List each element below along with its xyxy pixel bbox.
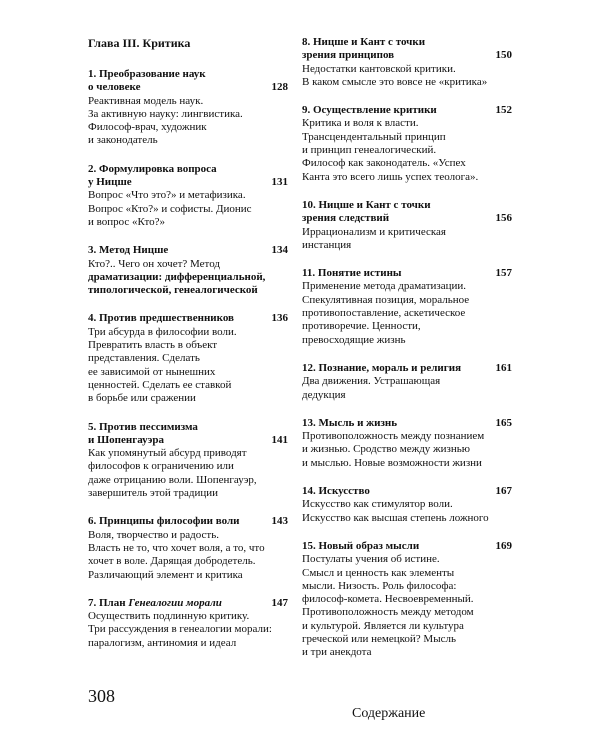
description-line: хочет в воле. Дарящая добродетель. — [88, 555, 256, 568]
description-line: завершитель этой традиции — [88, 487, 219, 500]
heading-text — [88, 68, 272, 95]
heading-text — [302, 540, 496, 553]
heading-line: 3. Метод Ницше — [88, 244, 169, 257]
description-line: Три абсурда в философии воли. — [88, 325, 237, 338]
toc-entry-heading — [88, 163, 288, 190]
toc-list-left — [88, 68, 288, 582]
description-line: Искусство как стимулятор воли. — [302, 498, 453, 511]
toc-entry-7 — [88, 597, 288, 650]
description-line: В каком смысле это вовсе не «критика» — [302, 75, 488, 88]
toc-page-number: 165 — [495, 416, 512, 429]
chapter-title: Глава III. Критика — [88, 36, 191, 50]
heading-text — [88, 163, 272, 190]
toc-entry-description — [88, 529, 288, 582]
description-line: Философ как законодатель. «Успех — [302, 157, 466, 170]
description-line: мысли. Низость. Роль философа: — [302, 579, 457, 592]
toc-entry-heading — [302, 362, 512, 375]
toc-entry — [88, 68, 288, 148]
description-line: Власть не то, что хочет воля, а то, что — [88, 541, 265, 554]
toc-entry-heading — [88, 68, 288, 95]
heading-line: 9. Осуществление критики — [302, 104, 437, 117]
toc-page-number: 131 — [271, 176, 288, 189]
description-line: и мыслью. Новые возможности жизни — [302, 456, 482, 469]
description-line: Постулаты учения об истине. — [302, 553, 440, 566]
description-line: Два движения. Устрашающая — [302, 375, 441, 388]
toc-entry — [88, 244, 288, 297]
right-column — [302, 36, 512, 675]
heading-line: 13. Мысль и жизнь — [302, 416, 398, 429]
toc-entry — [88, 163, 288, 229]
toc-entry-description — [302, 553, 512, 659]
description-line: Противоположность между познанием — [302, 430, 485, 443]
toc-entry-heading — [88, 421, 288, 448]
description-line: Различающий элемент и критика — [88, 568, 243, 581]
description-line: греческой или немецкой? Мысль — [302, 632, 456, 645]
toc-page-number: 152 — [495, 104, 512, 117]
toc-page-number: 143 — [271, 515, 288, 528]
description-line: За активную науку: лингвистика. — [88, 107, 243, 120]
heading-text — [88, 515, 272, 528]
description-line: представления. Сделать — [88, 352, 200, 365]
toc-page-number: 147 — [271, 596, 288, 609]
toc-entry-heading — [302, 485, 512, 498]
description-line: Осуществить подлинную критику. — [88, 610, 250, 623]
heading-line: зрения следствий — [302, 212, 390, 225]
toc-entry — [302, 104, 512, 184]
toc-entry — [88, 421, 288, 501]
description-line: Реактивная модель наук. — [88, 94, 204, 107]
book-title: Генеалогии морали — [128, 596, 222, 609]
heading-line: зрения принципов — [302, 49, 395, 62]
toc-entry-heading: 7. План Генеалогии морали 147 — [88, 596, 288, 609]
toc-page-number: 161 — [495, 361, 512, 374]
running-head: Содержание — [352, 706, 426, 721]
description-line: паралогизм, антиномия и идеал — [88, 636, 237, 649]
toc-entry — [302, 362, 512, 402]
toc-entry-heading — [302, 36, 512, 63]
description-line: Противоположность между методом — [302, 606, 474, 619]
toc-entry-heading — [88, 312, 288, 325]
description-line: и законодатель — [88, 134, 158, 147]
toc-page-number: 156 — [495, 212, 512, 225]
toc-entry — [302, 417, 512, 470]
heading-line: о человеке — [88, 81, 141, 94]
description-line: Применение метода драматизации. — [302, 280, 467, 293]
toc-entry-heading — [302, 417, 512, 430]
toc-entry-heading — [302, 540, 512, 553]
description-line: противопоставление, аскетическое — [302, 307, 466, 320]
description-line: Кто?.. Чего он хочет? Метод — [88, 257, 220, 270]
heading-text — [88, 244, 272, 257]
description-line: философов к ограничению или — [88, 460, 234, 473]
toc-entry — [302, 36, 512, 89]
description-line: философ-комета. Несвоевременный. — [302, 593, 474, 606]
description-line: Философ-врач, художник — [88, 121, 207, 134]
description-line: Критика и воля к власти. — [302, 117, 419, 130]
description-line: Иррационализм и критическая — [302, 225, 446, 238]
toc-entry-description — [302, 375, 512, 402]
description-line: и жизнью. Сродство между жизнью — [302, 443, 471, 456]
description-line: Вопрос «Что это?» и метафизика. — [88, 189, 246, 202]
toc-page-number: 134 — [271, 244, 288, 257]
heading-line: 12. Познание, мораль и религия — [302, 361, 462, 374]
toc-entry-description — [302, 63, 512, 90]
toc-entry — [302, 485, 512, 525]
toc-page-number: 141 — [271, 433, 288, 446]
toc-entry — [302, 540, 512, 660]
description-line: Три рассуждения в генеалогии морали: — [88, 623, 272, 636]
toc-entry-heading — [88, 515, 288, 528]
heading-text — [302, 199, 496, 226]
toc-page-number: 167 — [495, 485, 512, 498]
heading-text — [88, 312, 272, 325]
heading-line: 15. Новый образ мысли — [302, 539, 420, 552]
heading-text — [302, 104, 496, 117]
toc-entry — [88, 515, 288, 581]
heading-line: 6. Принципы философии воли — [88, 515, 240, 528]
heading-text — [88, 421, 272, 448]
description-line: Трансцендентальный принцип — [302, 130, 446, 143]
heading-text — [302, 485, 496, 498]
toc-entry — [302, 199, 512, 252]
toc-list-right — [302, 36, 512, 660]
toc-page-number: 157 — [495, 267, 512, 280]
heading-line: 4. Против предшественников — [88, 312, 235, 325]
description-line: в борьбе или сражении — [88, 392, 196, 405]
description-line: дедукция — [302, 388, 346, 401]
toc-entry-heading — [88, 244, 288, 257]
heading-line: 5. Против пессимизма — [88, 420, 198, 433]
description-line: даже отрицанию воли. Шопенгауэр, — [88, 473, 257, 486]
toc-page-number: 150 — [495, 49, 512, 62]
description-line: и культурой. Является ли культура — [302, 619, 464, 632]
heading-line: и Шопенгауэра — [88, 433, 165, 446]
toc-entry-description — [302, 117, 512, 183]
toc-entry-description — [302, 226, 512, 253]
left-column — [88, 36, 288, 665]
toc-entry-description — [88, 447, 288, 500]
heading-line: 10. Ницше и Кант с точки — [302, 198, 431, 211]
toc-entry-description — [302, 280, 512, 346]
description-line: инстанция — [302, 238, 352, 251]
toc-page-number: 136 — [271, 312, 288, 325]
description-line: Как упомянутый абсурд приводят — [88, 447, 247, 460]
description-line: и вопрос «Кто?» — [88, 215, 166, 228]
heading-line: у Ницше — [88, 176, 132, 189]
toc-entry-heading — [302, 199, 512, 226]
heading-line: 11. Понятие истины — [302, 267, 402, 280]
description-line: драматизации: дифференциальной, — [88, 270, 266, 283]
toc-entry-description — [88, 610, 288, 650]
toc-entry-description — [302, 498, 512, 525]
heading-line: 2. Формулировка вопроса — [88, 162, 217, 175]
heading-line: 1. Преобразование наук — [88, 68, 206, 80]
toc-entry-heading — [302, 267, 512, 280]
description-line: типологической, генеалогической — [88, 284, 258, 297]
toc-entry-description — [88, 258, 288, 298]
description-line: противоречие. Ценности, — [302, 320, 421, 333]
description-line: Спекулятивная позиция, моральное — [302, 293, 470, 306]
page-number: 308 — [88, 686, 115, 706]
toc-entry-description — [88, 95, 288, 148]
description-line: ее зависимой от нынешних — [88, 365, 216, 378]
toc-entry-description — [302, 430, 512, 470]
toc-page-number: 128 — [271, 81, 288, 94]
toc-entry — [88, 312, 288, 405]
heading-text — [302, 417, 496, 430]
description-line: и три анекдота — [302, 646, 372, 659]
description-line: Искусство как высшая степень ложного — [302, 511, 489, 524]
description-line: ценностей. Сделать ее ставкой — [88, 378, 232, 391]
toc-page-number: 169 — [495, 539, 512, 552]
description-line: Вопрос «Кто?» и софисты. Дионис — [88, 202, 252, 215]
heading-text — [302, 362, 496, 375]
description-line: Смысл и ценность как элементы — [302, 566, 455, 579]
heading-line: 8. Ницше и Кант с точки — [302, 36, 426, 48]
description-line: превосходящие жизнь — [302, 333, 406, 346]
heading-text — [302, 267, 496, 280]
toc-entry — [302, 267, 512, 347]
heading-line: 14. Искусство — [302, 485, 370, 498]
toc-entry-heading — [302, 104, 512, 117]
description-line: Недостатки кантовской критики. — [302, 62, 456, 75]
description-line: Канта это всего лишь успех теолога». — [302, 170, 479, 183]
description-line: и принцип генеалогический. — [302, 144, 437, 157]
toc-entry-description — [88, 189, 288, 229]
toc-entry-description — [88, 326, 288, 406]
heading-text — [302, 36, 496, 63]
description-line: Превратить власть в объект — [88, 339, 218, 352]
description-line: Воля, творчество и радость. — [88, 528, 219, 541]
